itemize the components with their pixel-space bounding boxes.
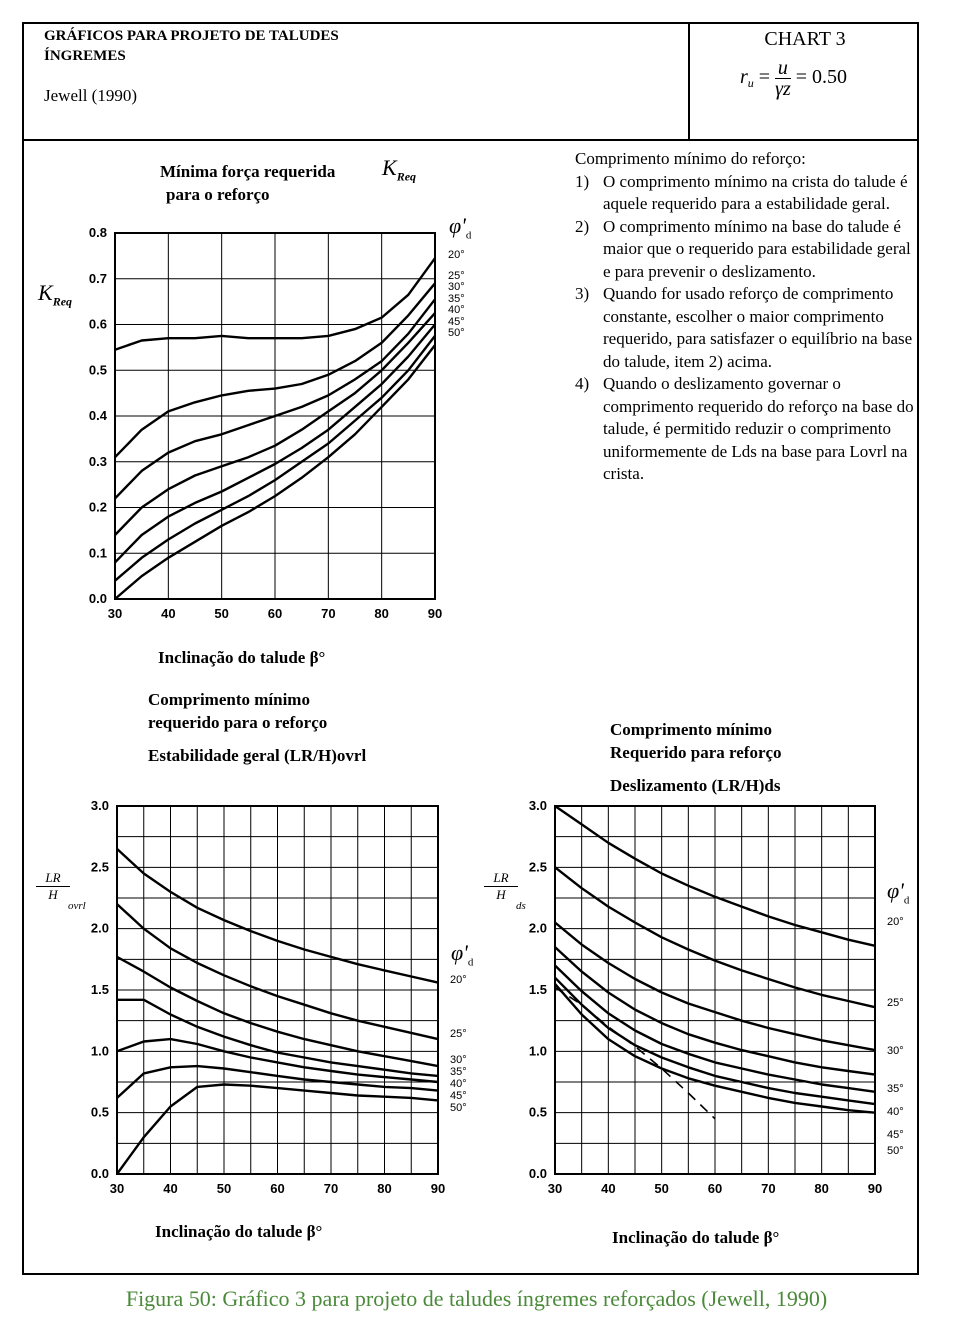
- y-tick-label: 1.5: [90, 982, 109, 997]
- series-label: 50°: [450, 1102, 467, 1114]
- series-label: 30°: [448, 281, 465, 293]
- y-tick-label: 1.0: [90, 1043, 109, 1059]
- series-label: 35°: [448, 293, 465, 305]
- y-tick-label: 0.1: [88, 545, 107, 561]
- x-tick-label: 60: [707, 1181, 723, 1196]
- panel3-phi-header: $\varphi'_d$: [887, 878, 910, 907]
- series-label: 40°: [450, 1078, 467, 1090]
- x-tick-label: 70: [761, 1181, 776, 1196]
- panel1-title: Mínima força requerida para o reforço: [160, 162, 336, 204]
- panel1-xlabel: Inclinação do talude β°: [158, 648, 326, 667]
- series-label: 45°: [887, 1129, 904, 1141]
- y-tick-label: 0.0: [88, 591, 107, 606]
- panel2-phi-header: $\varphi'_d$: [451, 940, 474, 969]
- x-tick-label: 90: [867, 1181, 883, 1196]
- panel2-ylabel-sub: ovrl: [68, 900, 86, 912]
- figure-caption: Figura 50: Gráfico 3 para projeto de taludes íngremes reforçados (Jewell, 1990): [125, 1286, 828, 1311]
- panel1-title-symbol: $K_{Req}$: [382, 155, 417, 184]
- note-item: 3) Quando for usado reforço de comprimento constante, escolher o maior comprimento requerido, para satisfazer o equilíbrio na base do talude, item 2) acima.: [575, 284, 913, 371]
- series-label: 40°: [887, 1106, 904, 1118]
- series-label: 25°: [887, 997, 904, 1009]
- y-tick-label: 1.5: [528, 982, 547, 997]
- header-author: Jewell (1990): [44, 86, 138, 105]
- x-tick-label: 30: [107, 606, 123, 621]
- y-tick-label: 0.5: [528, 1104, 547, 1120]
- y-tick-label: 0.3: [88, 453, 107, 469]
- y-tick-label: 2.5: [90, 859, 109, 875]
- panel3-title: Comprimento mínimo Requerido para reforço Deslizamento (LR/H)ds: [610, 720, 782, 795]
- series-label: 45°: [450, 1090, 467, 1102]
- y-tick-label: 0.2: [88, 499, 107, 515]
- ru-formula: $r_u$ = $\frac{u}{\gamma z}$ = 0.50: [740, 57, 848, 100]
- x-tick-label: 50: [216, 1181, 232, 1196]
- x-tick-label: 40: [163, 1181, 178, 1196]
- y-tick-label: 1.0: [528, 1043, 547, 1059]
- series-label: 25°: [448, 270, 465, 282]
- series-label: 25°: [450, 1028, 467, 1040]
- panel1-ylabel: $K_{Req}$: [38, 280, 73, 309]
- x-tick-label: 80: [374, 606, 389, 621]
- series-label: 30°: [450, 1054, 467, 1066]
- panel1-phi-header: $\varphi'_d$: [449, 213, 472, 242]
- panel3-ylabel: LR H: [484, 870, 518, 903]
- x-tick-label: 40: [601, 1181, 616, 1196]
- series-label: 20°: [887, 916, 904, 928]
- y-tick-label: 0.7: [88, 270, 107, 286]
- y-tick-label: 0.6: [88, 316, 107, 332]
- x-tick-label: 40: [161, 606, 176, 621]
- y-tick-label: 2.0: [90, 920, 109, 936]
- panel2-xlabel: Inclinação do talude β°: [155, 1222, 323, 1241]
- panel2-ylabel: LR H: [36, 870, 70, 903]
- note-item: 2) O comprimento mínimo na base do talude é maior que o requerido para estabilidade geral e para prevenir o deslizamento.: [575, 216, 911, 281]
- panel3-ylabel-sub: ds: [516, 900, 526, 912]
- note-item: 4) Quando o deslizamento governar o comprimento requerido do reforço na base do talude, é permitido reduzir o comprimento uniformemente de Lds na base para Lovrl na crista.: [575, 374, 914, 483]
- x-tick-label: 90: [430, 1181, 446, 1196]
- x-tick-label: 30: [109, 1181, 125, 1196]
- panel2-title: Comprimento mínimo requerido para o reforço Estabilidade geral (LR/H)ovrl: [148, 690, 367, 765]
- header-vertical-divider: [688, 22, 690, 139]
- x-tick-label: 70: [321, 606, 336, 621]
- x-tick-label: 30: [547, 1181, 563, 1196]
- header-title: GRÁFICOS PARA PROJETO DE TALUDES ÍNGREMES: [44, 28, 339, 64]
- panel3-xlabel: Inclinação do talude β°: [612, 1228, 780, 1247]
- series-label: 20°: [450, 974, 467, 986]
- series-label: 35°: [450, 1066, 467, 1078]
- y-tick-label: 2.5: [528, 859, 547, 875]
- y-tick-label: 0.5: [88, 362, 107, 378]
- series-label: 35°: [887, 1083, 904, 1095]
- chart-id: CHART 3: [764, 28, 846, 50]
- y-tick-label: 3.0: [90, 798, 109, 813]
- y-tick-label: 0.0: [90, 1166, 109, 1181]
- y-tick-label: 0.8: [88, 225, 107, 240]
- note-item: 1) O comprimento mínimo na crista do talude é aquele requerido para a estabilidade geral.: [575, 171, 908, 213]
- y-tick-label: 0.4: [88, 408, 107, 423]
- x-tick-label: 80: [814, 1181, 829, 1196]
- notes-block: [575, 148, 915, 486]
- series-label: 30°: [887, 1045, 904, 1057]
- series-label: 45°: [448, 316, 465, 328]
- y-tick-label: 0.0: [528, 1166, 547, 1181]
- series-label: 50°: [887, 1145, 904, 1157]
- x-tick-label: 80: [377, 1181, 392, 1196]
- series-label: 40°: [448, 304, 465, 316]
- series-label: 20°: [448, 249, 465, 261]
- y-tick-label: 2.0: [528, 920, 547, 936]
- x-tick-label: 60: [267, 606, 283, 621]
- y-tick-label: 0.5: [90, 1104, 109, 1120]
- x-tick-label: 70: [323, 1181, 339, 1196]
- series-label: 50°: [448, 327, 465, 339]
- notes-heading: Comprimento mínimo do reforço:: [575, 149, 806, 168]
- y-tick-label: 3.0: [528, 798, 547, 813]
- x-tick-label: 60: [270, 1181, 285, 1196]
- x-tick-label: 90: [427, 606, 443, 621]
- x-tick-label: 50: [214, 606, 229, 621]
- x-tick-label: 50: [654, 1181, 669, 1196]
- header-divider: [22, 139, 919, 141]
- notes-list: [575, 171, 915, 486]
